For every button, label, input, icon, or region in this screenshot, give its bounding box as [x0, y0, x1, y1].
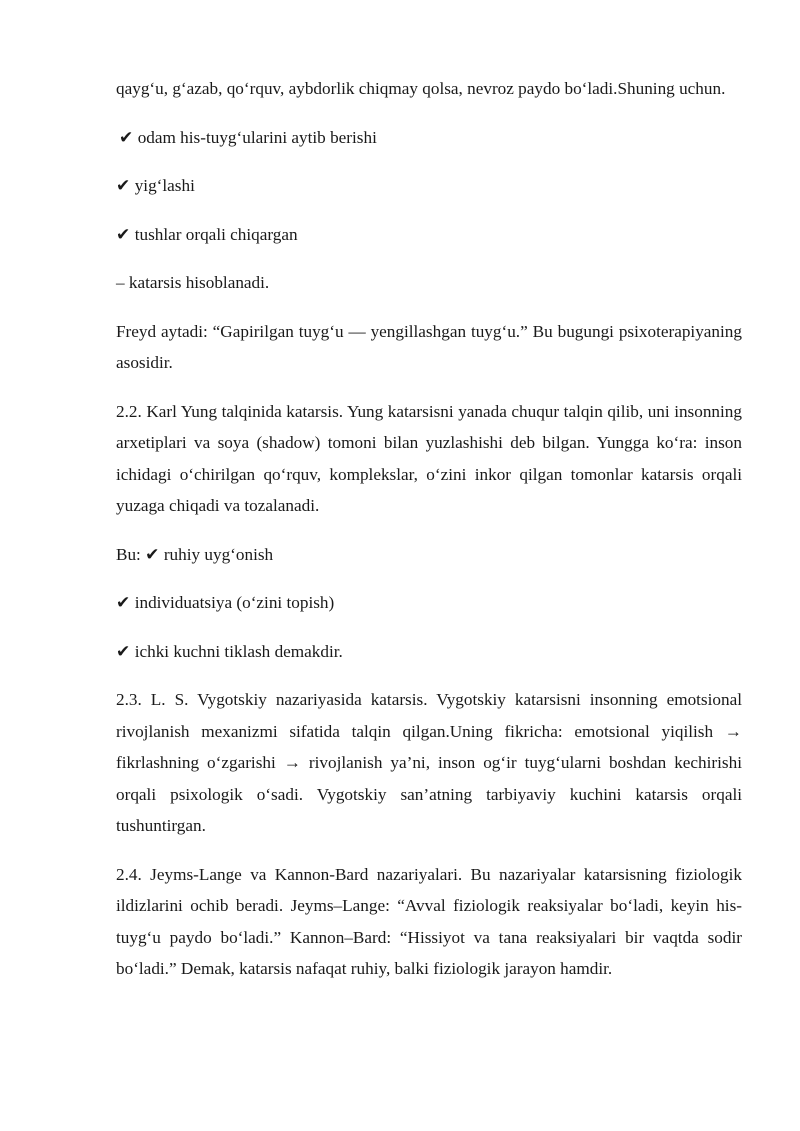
paragraph-intro: qayg‘u, g‘azab, qo‘rquv, aybdorlik chiqmay qolsa, nevroz paydo bo‘ladi.Shuning uchun. [116, 79, 726, 98]
paragraph-jung: 2.2. Karl Yung talqinida katarsis. Yung katarsisni yanada chuqur talqin qilib, uni insonning arxetiplari va soya (shadow) tomoni bilan yuzlashishi deb bilgan. Yungga ko‘ra: inson ichidagi o‘chirilgan qo‘rquv, komplekslar, o‘zini inkor qilgan tomonlar katarsis orqali yuzaga chiqadi va tozalanadi. [116, 401, 742, 515]
bullet-individuation: ✔ individuatsiya (o‘zini topish) [116, 593, 335, 612]
bullet-awakening: Bu: ✔ ruhiy uyg‘onish [116, 544, 274, 564]
bullet-talking: ✔ odam his-tuyg‘ularini aytib berishi [119, 127, 377, 147]
bullet-inner-strength: ✔ ichki kuchni tiklash demakdir. [116, 641, 343, 661]
bullet-crying: ✔ yig‘lashi [116, 176, 195, 195]
paragraph-freud: Freyd aytadi: “Gapirilgan tuyg‘u — yengillashgan tuyg‘u.” Bu bugungi psixoterapiyaning asosidir. [116, 321, 742, 372]
paragraph-james-lange: 2.4. Jeyms-Lange va Kannon-Bard nazariyalari. Bu nazariyalar katarsisning fiziologik ildizlarini ochib beradi. Jeyms–Lange: “Avval fiziologik reaksiyalar bo‘ladi, keyin his-tuyg‘u paydo bo‘ladi.” Kannon–Bard: “Hissiyot va tana reaksiyalari bir vaqtda sodir bo‘ladi.” Demak, katarsis nafaqat ruhiy, balki fiziologik jarayon hamdir. [116, 864, 742, 978]
paragraph-vygotsky: 2.3. L. S. Vygotskiy nazariyasida katarsis. Vygotskiy katarsisni insonning emotsional rivojlanish mexanizmi sifatida talqin qilgan.Uning fikricha: emotsional yiqilish → fikrlashning o‘zgarishi → rivojlanish ya’ni, inson og‘ir tuyg‘ularni boshdan kechirishi orqali psixologik o‘sadi. Vygotskiy san’atning tarbiyaviy kuchini katarsis orqali tushuntirgan. [116, 690, 742, 835]
paragraph-katarsis: – katarsis hisoblanadi. [116, 273, 270, 292]
document-page [116, 73, 742, 1002]
bullet-dreams: ✔ tushlar orqali chiqargan [116, 224, 298, 244]
